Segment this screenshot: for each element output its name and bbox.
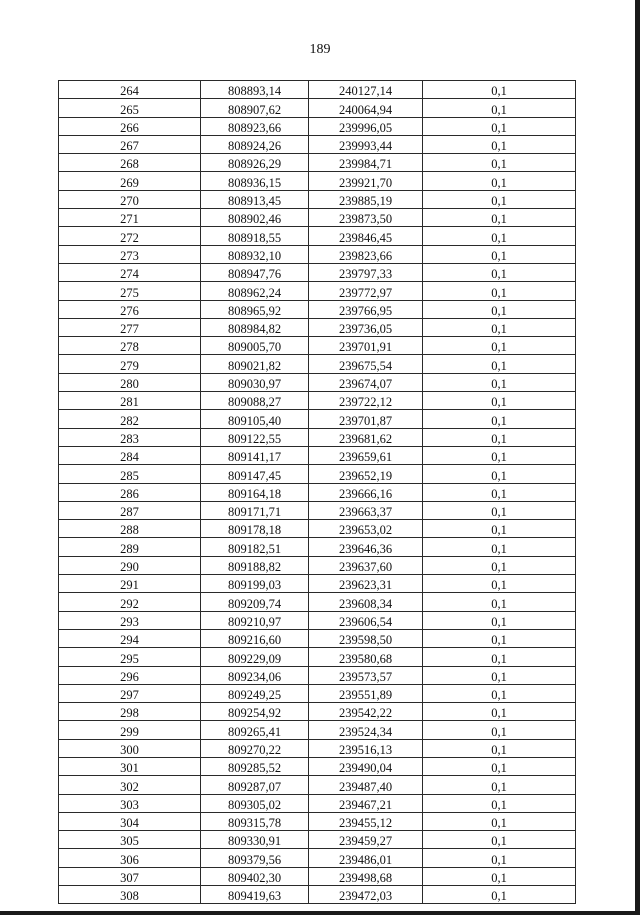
table-row bbox=[59, 611, 576, 629]
y-coordinate-cell: 239490,04 bbox=[309, 757, 423, 775]
table-row bbox=[59, 300, 576, 318]
y-coordinate-cell: 239637,60 bbox=[309, 556, 423, 574]
point-number-cell: 303 bbox=[59, 794, 201, 812]
error-cell: 0,1 bbox=[423, 593, 576, 611]
y-coordinate-cell: 239681,62 bbox=[309, 428, 423, 446]
point-number-cell: 272 bbox=[59, 227, 201, 245]
table-row bbox=[59, 629, 576, 647]
y-coordinate-cell: 239646,36 bbox=[309, 538, 423, 556]
y-coordinate-cell: 239498,68 bbox=[309, 867, 423, 885]
coordinates-table bbox=[58, 80, 576, 904]
x-coordinate-cell: 808913,45 bbox=[201, 190, 309, 208]
y-coordinate-cell: 240127,14 bbox=[309, 81, 423, 99]
x-coordinate-cell: 808936,15 bbox=[201, 172, 309, 190]
table-row bbox=[59, 483, 576, 501]
table-row bbox=[59, 556, 576, 574]
error-cell: 0,1 bbox=[423, 190, 576, 208]
error-cell: 0,1 bbox=[423, 209, 576, 227]
error-cell: 0,1 bbox=[423, 703, 576, 721]
y-coordinate-cell: 239663,37 bbox=[309, 501, 423, 519]
table-row bbox=[59, 849, 576, 867]
error-cell: 0,1 bbox=[423, 135, 576, 153]
table-row bbox=[59, 190, 576, 208]
point-number-cell: 296 bbox=[59, 666, 201, 684]
x-coordinate-cell: 809199,03 bbox=[201, 575, 309, 593]
y-coordinate-cell: 239455,12 bbox=[309, 812, 423, 830]
y-coordinate-cell: 239551,89 bbox=[309, 684, 423, 702]
point-number-cell: 289 bbox=[59, 538, 201, 556]
error-cell: 0,1 bbox=[423, 684, 576, 702]
x-coordinate-cell: 809419,63 bbox=[201, 886, 309, 904]
point-number-cell: 267 bbox=[59, 135, 201, 153]
table-row bbox=[59, 776, 576, 794]
y-coordinate-cell: 239797,33 bbox=[309, 263, 423, 281]
point-number-cell: 270 bbox=[59, 190, 201, 208]
y-coordinate-cell: 239996,05 bbox=[309, 117, 423, 135]
error-cell: 0,1 bbox=[423, 446, 576, 464]
table-row bbox=[59, 446, 576, 464]
error-cell: 0,1 bbox=[423, 81, 576, 99]
error-cell: 0,1 bbox=[423, 337, 576, 355]
y-coordinate-cell: 239984,71 bbox=[309, 154, 423, 172]
y-coordinate-cell: 239516,13 bbox=[309, 739, 423, 757]
y-coordinate-cell: 239921,70 bbox=[309, 172, 423, 190]
table-row bbox=[59, 575, 576, 593]
x-coordinate-cell: 809188,82 bbox=[201, 556, 309, 574]
x-coordinate-cell: 809315,78 bbox=[201, 812, 309, 830]
y-coordinate-cell: 239598,50 bbox=[309, 629, 423, 647]
x-coordinate-cell: 809270,22 bbox=[201, 739, 309, 757]
error-cell: 0,1 bbox=[423, 812, 576, 830]
error-cell: 0,1 bbox=[423, 245, 576, 263]
error-cell: 0,1 bbox=[423, 465, 576, 483]
point-number-cell: 264 bbox=[59, 81, 201, 99]
coordinates-table-body bbox=[59, 81, 576, 904]
y-coordinate-cell: 239846,45 bbox=[309, 227, 423, 245]
x-coordinate-cell: 808932,10 bbox=[201, 245, 309, 263]
x-coordinate-cell: 808902,46 bbox=[201, 209, 309, 227]
y-coordinate-cell: 239486,01 bbox=[309, 849, 423, 867]
point-number-cell: 280 bbox=[59, 373, 201, 391]
x-coordinate-cell: 809141,17 bbox=[201, 446, 309, 464]
table-row bbox=[59, 794, 576, 812]
table-row bbox=[59, 245, 576, 263]
point-number-cell: 308 bbox=[59, 886, 201, 904]
error-cell: 0,1 bbox=[423, 282, 576, 300]
table-row bbox=[59, 593, 576, 611]
x-coordinate-cell: 809178,18 bbox=[201, 520, 309, 538]
y-coordinate-cell: 239652,19 bbox=[309, 465, 423, 483]
x-coordinate-cell: 809249,25 bbox=[201, 684, 309, 702]
point-number-cell: 298 bbox=[59, 703, 201, 721]
table-row bbox=[59, 227, 576, 245]
error-cell: 0,1 bbox=[423, 428, 576, 446]
point-number-cell: 291 bbox=[59, 575, 201, 593]
x-coordinate-cell: 809285,52 bbox=[201, 757, 309, 775]
error-cell: 0,1 bbox=[423, 648, 576, 666]
x-coordinate-cell: 808923,66 bbox=[201, 117, 309, 135]
table-row bbox=[59, 538, 576, 556]
error-cell: 0,1 bbox=[423, 831, 576, 849]
y-coordinate-cell: 239467,21 bbox=[309, 794, 423, 812]
table-row bbox=[59, 684, 576, 702]
error-cell: 0,1 bbox=[423, 757, 576, 775]
error-cell: 0,1 bbox=[423, 538, 576, 556]
error-cell: 0,1 bbox=[423, 556, 576, 574]
y-coordinate-cell: 239766,95 bbox=[309, 300, 423, 318]
point-number-cell: 292 bbox=[59, 593, 201, 611]
table-row bbox=[59, 886, 576, 904]
x-coordinate-cell: 809402,30 bbox=[201, 867, 309, 885]
point-number-cell: 266 bbox=[59, 117, 201, 135]
x-coordinate-cell: 809164,18 bbox=[201, 483, 309, 501]
error-cell: 0,1 bbox=[423, 355, 576, 373]
y-coordinate-cell: 239993,44 bbox=[309, 135, 423, 153]
table-row bbox=[59, 81, 576, 99]
table-row bbox=[59, 282, 576, 300]
error-cell: 0,1 bbox=[423, 392, 576, 410]
y-coordinate-cell: 239524,34 bbox=[309, 721, 423, 739]
point-number-cell: 277 bbox=[59, 318, 201, 336]
table-row bbox=[59, 318, 576, 336]
table-row bbox=[59, 831, 576, 849]
error-cell: 0,1 bbox=[423, 483, 576, 501]
error-cell: 0,1 bbox=[423, 227, 576, 245]
point-number-cell: 304 bbox=[59, 812, 201, 830]
y-coordinate-cell: 239772,97 bbox=[309, 282, 423, 300]
point-number-cell: 301 bbox=[59, 757, 201, 775]
table-row bbox=[59, 263, 576, 281]
error-cell: 0,1 bbox=[423, 794, 576, 812]
point-number-cell: 276 bbox=[59, 300, 201, 318]
y-coordinate-cell: 239701,87 bbox=[309, 410, 423, 428]
y-coordinate-cell: 239606,54 bbox=[309, 611, 423, 629]
x-coordinate-cell: 808984,82 bbox=[201, 318, 309, 336]
error-cell: 0,1 bbox=[423, 886, 576, 904]
x-coordinate-cell: 809254,92 bbox=[201, 703, 309, 721]
y-coordinate-cell: 239623,31 bbox=[309, 575, 423, 593]
y-coordinate-cell: 239542,22 bbox=[309, 703, 423, 721]
x-coordinate-cell: 809088,27 bbox=[201, 392, 309, 410]
y-coordinate-cell: 239580,68 bbox=[309, 648, 423, 666]
x-coordinate-cell: 809305,02 bbox=[201, 794, 309, 812]
table-row bbox=[59, 209, 576, 227]
table-row bbox=[59, 99, 576, 117]
point-number-cell: 297 bbox=[59, 684, 201, 702]
x-coordinate-cell: 808926,29 bbox=[201, 154, 309, 172]
error-cell: 0,1 bbox=[423, 117, 576, 135]
error-cell: 0,1 bbox=[423, 520, 576, 538]
x-coordinate-cell: 808907,62 bbox=[201, 99, 309, 117]
y-coordinate-cell: 239666,16 bbox=[309, 483, 423, 501]
error-cell: 0,1 bbox=[423, 410, 576, 428]
point-number-cell: 306 bbox=[59, 849, 201, 867]
error-cell: 0,1 bbox=[423, 666, 576, 684]
point-number-cell: 305 bbox=[59, 831, 201, 849]
error-cell: 0,1 bbox=[423, 721, 576, 739]
table-row bbox=[59, 812, 576, 830]
point-number-cell: 281 bbox=[59, 392, 201, 410]
table-row bbox=[59, 501, 576, 519]
y-coordinate-cell: 239653,02 bbox=[309, 520, 423, 538]
point-number-cell: 282 bbox=[59, 410, 201, 428]
y-coordinate-cell: 239722,12 bbox=[309, 392, 423, 410]
point-number-cell: 285 bbox=[59, 465, 201, 483]
x-coordinate-cell: 809229,09 bbox=[201, 648, 309, 666]
y-coordinate-cell: 240064,94 bbox=[309, 99, 423, 117]
x-coordinate-cell: 809171,71 bbox=[201, 501, 309, 519]
error-cell: 0,1 bbox=[423, 99, 576, 117]
point-number-cell: 283 bbox=[59, 428, 201, 446]
x-coordinate-cell: 809005,70 bbox=[201, 337, 309, 355]
x-coordinate-cell: 809122,55 bbox=[201, 428, 309, 446]
table-row bbox=[59, 666, 576, 684]
x-coordinate-cell: 809287,07 bbox=[201, 776, 309, 794]
error-cell: 0,1 bbox=[423, 300, 576, 318]
error-cell: 0,1 bbox=[423, 575, 576, 593]
x-coordinate-cell: 809182,51 bbox=[201, 538, 309, 556]
y-coordinate-cell: 239701,91 bbox=[309, 337, 423, 355]
point-number-cell: 274 bbox=[59, 263, 201, 281]
point-number-cell: 268 bbox=[59, 154, 201, 172]
point-number-cell: 265 bbox=[59, 99, 201, 117]
table-row bbox=[59, 135, 576, 153]
x-coordinate-cell: 809209,74 bbox=[201, 593, 309, 611]
error-cell: 0,1 bbox=[423, 318, 576, 336]
point-number-cell: 294 bbox=[59, 629, 201, 647]
point-number-cell: 300 bbox=[59, 739, 201, 757]
table-row bbox=[59, 428, 576, 446]
table-row bbox=[59, 703, 576, 721]
table-row bbox=[59, 648, 576, 666]
y-coordinate-cell: 239608,34 bbox=[309, 593, 423, 611]
error-cell: 0,1 bbox=[423, 154, 576, 172]
x-coordinate-cell: 809147,45 bbox=[201, 465, 309, 483]
x-coordinate-cell: 808893,14 bbox=[201, 81, 309, 99]
x-coordinate-cell: 808918,55 bbox=[201, 227, 309, 245]
point-number-cell: 307 bbox=[59, 867, 201, 885]
table-row bbox=[59, 721, 576, 739]
point-number-cell: 279 bbox=[59, 355, 201, 373]
y-coordinate-cell: 239487,40 bbox=[309, 776, 423, 794]
error-cell: 0,1 bbox=[423, 501, 576, 519]
x-coordinate-cell: 808947,76 bbox=[201, 263, 309, 281]
error-cell: 0,1 bbox=[423, 611, 576, 629]
scan-edge-right bbox=[635, 0, 640, 915]
scan-edge-bottom bbox=[0, 911, 640, 915]
table-row bbox=[59, 355, 576, 373]
y-coordinate-cell: 239736,05 bbox=[309, 318, 423, 336]
y-coordinate-cell: 239459,27 bbox=[309, 831, 423, 849]
point-number-cell: 273 bbox=[59, 245, 201, 263]
x-coordinate-cell: 809234,06 bbox=[201, 666, 309, 684]
page-number: 189 bbox=[309, 42, 331, 57]
point-number-cell: 286 bbox=[59, 483, 201, 501]
table-row bbox=[59, 337, 576, 355]
y-coordinate-cell: 239873,50 bbox=[309, 209, 423, 227]
point-number-cell: 290 bbox=[59, 556, 201, 574]
x-coordinate-cell: 808962,24 bbox=[201, 282, 309, 300]
point-number-cell: 278 bbox=[59, 337, 201, 355]
x-coordinate-cell: 809379,56 bbox=[201, 849, 309, 867]
x-coordinate-cell: 808965,92 bbox=[201, 300, 309, 318]
table-row bbox=[59, 410, 576, 428]
y-coordinate-cell: 239472,03 bbox=[309, 886, 423, 904]
x-coordinate-cell: 809216,60 bbox=[201, 629, 309, 647]
point-number-cell: 295 bbox=[59, 648, 201, 666]
table-row bbox=[59, 867, 576, 885]
error-cell: 0,1 bbox=[423, 172, 576, 190]
table-row bbox=[59, 373, 576, 391]
y-coordinate-cell: 239885,19 bbox=[309, 190, 423, 208]
point-number-cell: 299 bbox=[59, 721, 201, 739]
table-row bbox=[59, 392, 576, 410]
error-cell: 0,1 bbox=[423, 263, 576, 281]
x-coordinate-cell: 809265,41 bbox=[201, 721, 309, 739]
error-cell: 0,1 bbox=[423, 629, 576, 647]
x-coordinate-cell: 808924,26 bbox=[201, 135, 309, 153]
point-number-cell: 269 bbox=[59, 172, 201, 190]
x-coordinate-cell: 809210,97 bbox=[201, 611, 309, 629]
point-number-cell: 275 bbox=[59, 282, 201, 300]
y-coordinate-cell: 239573,57 bbox=[309, 666, 423, 684]
point-number-cell: 293 bbox=[59, 611, 201, 629]
y-coordinate-cell: 239675,54 bbox=[309, 355, 423, 373]
table-row bbox=[59, 757, 576, 775]
y-coordinate-cell: 239674,07 bbox=[309, 373, 423, 391]
table-row bbox=[59, 465, 576, 483]
x-coordinate-cell: 809105,40 bbox=[201, 410, 309, 428]
y-coordinate-cell: 239659,61 bbox=[309, 446, 423, 464]
table-row bbox=[59, 739, 576, 757]
x-coordinate-cell: 809030,97 bbox=[201, 373, 309, 391]
error-cell: 0,1 bbox=[423, 373, 576, 391]
x-coordinate-cell: 809330,91 bbox=[201, 831, 309, 849]
table-row bbox=[59, 154, 576, 172]
error-cell: 0,1 bbox=[423, 739, 576, 757]
point-number-cell: 287 bbox=[59, 501, 201, 519]
y-coordinate-cell: 239823,66 bbox=[309, 245, 423, 263]
error-cell: 0,1 bbox=[423, 867, 576, 885]
point-number-cell: 271 bbox=[59, 209, 201, 227]
table-row bbox=[59, 520, 576, 538]
error-cell: 0,1 bbox=[423, 849, 576, 867]
table-row bbox=[59, 172, 576, 190]
point-number-cell: 284 bbox=[59, 446, 201, 464]
table-row bbox=[59, 117, 576, 135]
point-number-cell: 288 bbox=[59, 520, 201, 538]
point-number-cell: 302 bbox=[59, 776, 201, 794]
error-cell: 0,1 bbox=[423, 776, 576, 794]
x-coordinate-cell: 809021,82 bbox=[201, 355, 309, 373]
